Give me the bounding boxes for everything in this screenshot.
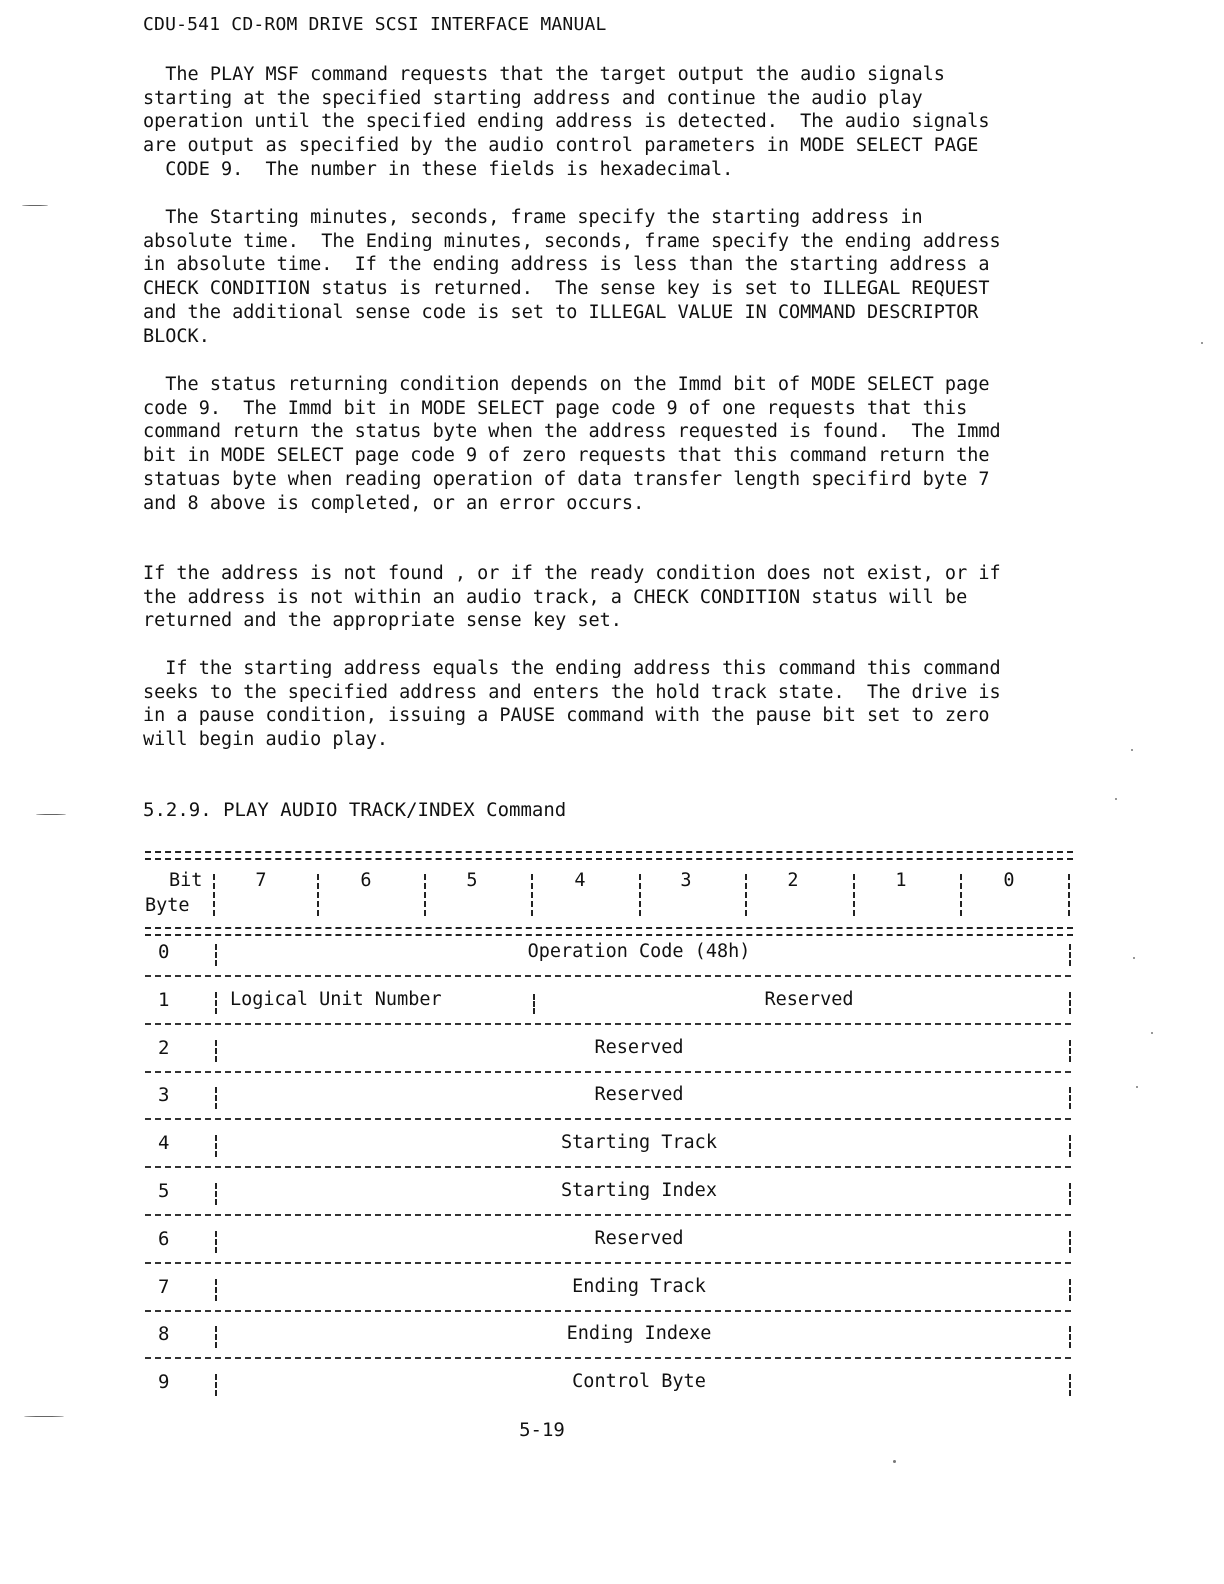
bit-6-header: 6 [360,870,372,891]
table-header-border [145,927,1073,936]
field-cell: Ending Indexe [566,1323,712,1345]
byte-number: 5 [158,1179,170,1202]
row-separator [1069,992,1071,1014]
row-separator [1069,1374,1071,1396]
row-separator [1069,1087,1071,1109]
bit-5-header: 5 [466,870,478,891]
row-separator [1069,944,1071,966]
row-separator [1069,1326,1071,1348]
table-row [145,1322,1073,1370]
row-separator [1069,1231,1071,1253]
byte-number: 9 [158,1371,170,1394]
byte-number: 3 [158,1084,170,1107]
paragraph-address-not-found: If the address is not found , or if the ready condition does not exist, or if the address is not within an audio track, a CHECK CONDITION status will be returned and the appropriate sense key set. [143,563,1001,632]
field-cell: Starting Track [561,1132,717,1154]
row-separator [1069,1135,1071,1157]
field-cell: Operation Code (48h) [527,941,751,962]
column-separator [1068,874,1070,916]
row-separator [533,994,535,1014]
bit-1-header: 1 [895,870,907,891]
row-divider [145,1071,1071,1073]
table-row [145,940,1073,988]
scan-speck [1115,798,1117,800]
scan-speck [1131,749,1133,751]
bit-label: Bit [169,870,203,891]
scan-speck [1133,957,1135,959]
table-row [145,1370,1073,1418]
byte-number: 2 [158,1036,170,1059]
paragraph-play-msf: The PLAY MSF command requests that the target output the audio signals starting at the specified starting address and continue the audio play operation until the specified ending address is detected. The audio signals are output as specified by the audio control parameters in MODE SELECT PAGE CODE 9. The number in these fields is hexadecimal. [143,64,990,180]
byte-number: 8 [158,1323,170,1346]
row-divider [145,1214,1071,1216]
bit-2-header: 2 [787,870,799,891]
scan-speck [1201,342,1203,344]
section-title: 5.2.9. PLAY AUDIO TRACK/INDEX Command [143,799,567,821]
byte-label: Byte [145,895,190,916]
row-divider [145,1023,1071,1025]
paragraph-starting-ending: The Starting minutes, seconds, frame specify the starting address in absolute time. The Ending minutes, seconds, frame specify the ending address in absolute time. If the ending address is less than the starting address a CHECK CONDITION status is returned. The sense key is set to ILLEGAL REQUEST and the additional sense code is set to ILLEGAL VALUE IN COMMAND DESCRIPTOR BLOCK. [143,207,1001,347]
table-top-border [145,851,1073,860]
table-row [145,1275,1073,1323]
field-cell: Reserved [594,1227,684,1249]
row-divider [145,1262,1071,1264]
scan-mark [22,205,48,206]
byte-number: 0 [158,941,170,963]
manual-header: CDU-541 CD-ROM DRIVE SCSI INTERFACE MANUAL [143,14,607,35]
byte-number: 6 [158,1227,170,1250]
row-divider [145,975,1071,977]
paragraph-status-immd: The status returning condition depends on the Immd bit of MODE SELECT page code 9. The Immd bit in MODE SELECT page code 9 of one requests that this command return the status byte when the address requested is found. The Immd bit in MODE SELECT page code 9 of zero requests that this command return the statuas byte when reading operation of data transfer length specifird byte 7 and 8 above is completed, or an error occurs. [143,374,1001,514]
bit-7-header: 7 [255,870,267,891]
row-divider [145,1357,1071,1359]
table-row [145,1083,1073,1131]
bit-4-header: 4 [574,870,586,891]
table-bit-header [145,862,1073,924]
field-cell: Control Byte [572,1371,706,1393]
field-cell-reserved: Reserved [764,988,854,1010]
paragraph-equal-address: If the starting address equals the ending address this command this command seeks to the specified address and enters the hold track state. The drive is in a pause condition, issuing a PAUSE command with the pause bit set to zero will begin audio play. [143,658,1001,751]
table-row [145,988,1073,1036]
row-divider [145,1166,1071,1168]
field-cell: Reserved [594,1036,684,1058]
table-row [145,1179,1073,1227]
row-divider [145,1310,1071,1312]
row-divider [145,1118,1071,1120]
table-row [145,1227,1073,1275]
scan-speck [1136,1086,1138,1088]
bit-3-header: 3 [680,870,692,891]
scan-speck [893,1460,896,1463]
scan-mark [24,1416,64,1417]
field-cell-lun: Logical Unit Number [230,988,442,1010]
byte-number: 1 [158,988,170,1011]
table-row [145,1036,1073,1084]
table-row [145,1131,1073,1179]
row-separator [1069,1183,1071,1205]
field-cell: Reserved [594,1084,684,1106]
row-separator [1069,1040,1071,1062]
page-number: 5-19 [519,1419,565,1441]
byte-number: 7 [158,1275,170,1298]
scan-speck [1151,1032,1153,1034]
byte-number: 4 [158,1132,170,1155]
row-separator [1069,1279,1071,1301]
bit-0-header: 0 [1003,870,1015,891]
field-cell: Ending Track [572,1275,706,1297]
row-separator [215,992,217,1014]
field-cell: Starting Index [561,1179,717,1201]
scan-mark [36,814,66,815]
table-rows [145,940,1073,1418]
